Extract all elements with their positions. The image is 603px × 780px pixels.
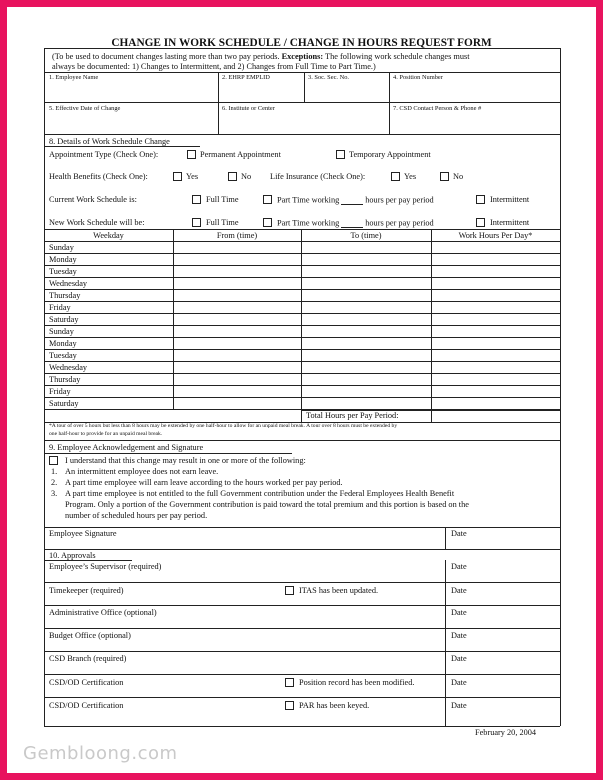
work-hours-cell[interactable] [432, 290, 560, 301]
weekday-cell: Tuesday [49, 267, 77, 276]
csd-od-cert-2-field[interactable]: CSD/OD Certification [49, 701, 124, 710]
from-time-cell[interactable] [174, 374, 301, 385]
footnote-line-1: *A tour of over 5 hours but less than 8 hours may be extended by one half-hour to allow for an unpaid meal break. A tour over 8 hours must be extended by [49, 423, 398, 429]
col-weekday: Weekday [93, 231, 124, 240]
to-time-cell[interactable] [302, 350, 431, 361]
itas-label: ITAS has been updated. [299, 586, 379, 595]
position-number-field[interactable]: 4. Position Number [393, 74, 443, 81]
health-benefits-yes-checkbox[interactable] [173, 172, 182, 181]
from-time-cell[interactable] [174, 326, 301, 337]
from-time-cell[interactable] [174, 242, 301, 253]
csd-branch-date-field[interactable]: Date [451, 654, 467, 663]
to-time-cell[interactable] [302, 266, 431, 277]
csd-contact-field[interactable]: 7. CSD Contact Person & Phone # [393, 105, 482, 112]
csd-od-cert-2-date-field[interactable]: Date [451, 701, 467, 710]
new-intermittent-label: Intermittent [490, 218, 530, 227]
col-work-hours: Work Hours Per Day* [458, 231, 533, 240]
from-time-cell[interactable] [174, 350, 301, 361]
to-time-cell[interactable] [302, 386, 431, 397]
item-3-line-1: A part time employee is not entitled to the full Government contribution under the Federal Employees Health Benefit [65, 489, 455, 498]
to-time-cell[interactable] [302, 362, 431, 373]
csd-branch-field[interactable]: CSD Branch (required) [49, 654, 127, 663]
par-label: PAR has been keyed. [299, 701, 370, 710]
budget-office-field[interactable]: Budget Office (optional) [49, 631, 131, 640]
from-time-cell[interactable] [174, 302, 301, 313]
life-insurance-yes-checkbox[interactable] [391, 172, 400, 181]
supervisor-field[interactable]: Employee’s Supervisor (required) [49, 562, 162, 571]
col-to: To (time) [350, 231, 382, 240]
from-time-cell[interactable] [174, 290, 301, 301]
soc-sec-field[interactable]: 3. Soc. Sec. No. [308, 74, 350, 81]
new-hours-blank[interactable] [341, 219, 363, 228]
health-benefits-yes-label: Yes [186, 172, 199, 181]
budget-date-field[interactable]: Date [451, 631, 467, 640]
weekday-cell: Friday [49, 303, 71, 312]
item-1-text: An intermittent employee does not earn leave. [65, 467, 219, 476]
weekday-cell: Wednesday [49, 363, 88, 372]
watermark: Gembloong.com [23, 743, 178, 764]
item-2-number: 2. [51, 478, 58, 487]
from-time-cell[interactable] [174, 386, 301, 397]
employee-signature-field[interactable]: Employee Signature [49, 529, 117, 538]
current-intermittent-label: Intermittent [490, 195, 530, 204]
item-2-text: A part time employee will earn leave according to the hours worked per pay period. [65, 478, 343, 487]
frame-right [560, 48, 561, 726]
weekday-cell: Thursday [49, 291, 81, 300]
new-full-time-checkbox[interactable] [192, 218, 201, 227]
permanent-appointment-label: Permanent Appointment [200, 150, 281, 159]
work-hours-cell[interactable] [432, 314, 560, 325]
to-time-cell[interactable] [302, 302, 431, 313]
frame-left [44, 48, 45, 726]
current-schedule-label: Current Work Schedule is: [49, 195, 137, 204]
permanent-appointment-checkbox[interactable] [187, 150, 196, 159]
admin-office-field[interactable]: Administrative Office (optional) [49, 608, 157, 617]
temporary-appointment-label: Temporary Appointment [349, 150, 431, 159]
current-part-time-checkbox[interactable] [263, 195, 272, 204]
work-hours-cell[interactable] [432, 338, 560, 349]
supervisor-date-field[interactable]: Date [451, 562, 467, 571]
life-insurance-yes-label: Yes [404, 172, 417, 181]
life-insurance-no-checkbox[interactable] [440, 172, 449, 181]
intro-line-1: (To be used to document changes lasting more than two pay periods. Exceptions: The following work schedule changes must [52, 52, 470, 61]
item-3-line-2: Program. Only a portion of the Government contribution is paid toward the total premium and this portion is based on the [65, 500, 469, 509]
frame-bottom [44, 726, 560, 727]
csd-od-cert-1-date-field[interactable]: Date [451, 678, 467, 687]
form-title: CHANGE IN WORK SCHEDULE / CHANGE IN HOURS REQUEST FORM [111, 37, 492, 49]
weekday-cell: Saturday [49, 399, 79, 408]
weekday-cell: Monday [49, 339, 77, 348]
to-time-cell[interactable] [302, 290, 431, 301]
timekeeper-field[interactable]: Timekeeper (required) [49, 586, 124, 595]
frame-top [44, 48, 560, 49]
form-page [7, 7, 596, 773]
section-8-header: 8. Details of Work Schedule Change [49, 137, 170, 146]
to-time-cell[interactable] [302, 278, 431, 289]
weekday-cell: Wednesday [49, 279, 88, 288]
ehrp-emplid-field[interactable]: 2. EHRP EMPLID [222, 74, 270, 81]
temporary-appointment-checkbox[interactable] [336, 150, 345, 159]
from-time-cell[interactable] [174, 254, 301, 265]
section-9-header: 9. Employee Acknowledgement and Signature [49, 443, 204, 452]
new-part-time-label: Part Time working hours per pay period [277, 218, 434, 228]
life-insurance-label: Life Insurance (Check One): [270, 172, 366, 181]
health-benefits-no-checkbox[interactable] [228, 172, 237, 181]
col-from: From (time) [216, 231, 258, 240]
effective-date-field[interactable]: 5. Effective Date of Change [49, 105, 121, 112]
new-part-time-checkbox[interactable] [263, 218, 272, 227]
weekday-cell: Monday [49, 255, 77, 264]
current-full-time-label: Full Time [206, 195, 239, 204]
weekday-cell: Thursday [49, 375, 81, 384]
from-time-cell[interactable] [174, 398, 301, 409]
weekday-cell: Sunday [49, 327, 74, 336]
current-part-time-label: Part Time working hours per pay period [277, 195, 434, 205]
total-hours-label: Total Hours per Pay Period: [306, 411, 399, 420]
section-10-header: 10. Approvals [49, 551, 96, 560]
from-time-cell[interactable] [174, 338, 301, 349]
work-hours-cell[interactable] [432, 398, 560, 409]
institute-field[interactable]: 6. Institute or Center [222, 105, 275, 112]
weekday-cell: Sunday [49, 243, 74, 252]
work-hours-cell[interactable] [432, 374, 560, 385]
work-hours-cell[interactable] [432, 386, 560, 397]
from-time-cell[interactable] [174, 266, 301, 277]
itas-checkbox[interactable] [285, 586, 294, 595]
signature-date-field[interactable]: Date [451, 529, 467, 538]
new-schedule-label: New Work Schedule will be: [49, 218, 145, 227]
current-intermittent-checkbox[interactable] [476, 195, 485, 204]
position-record-label: Position record has been modified. [299, 678, 415, 687]
weekday-cell: Tuesday [49, 351, 77, 360]
work-hours-cell[interactable] [432, 350, 560, 361]
form-revision-date: February 20, 2004 [475, 728, 537, 737]
work-hours-cell[interactable] [432, 266, 560, 277]
health-benefits-no-label: No [241, 172, 252, 181]
work-hours-cell[interactable] [432, 278, 560, 289]
current-hours-blank[interactable] [341, 196, 363, 205]
new-full-time-label: Full Time [206, 218, 239, 227]
to-time-cell[interactable] [302, 242, 431, 253]
to-time-cell[interactable] [302, 338, 431, 349]
life-insurance-no-label: No [453, 172, 464, 181]
to-time-cell[interactable] [302, 398, 431, 409]
footnote-line-2: one half-hour to provide for an unpaid meal break. [49, 431, 163, 437]
to-time-cell[interactable] [302, 254, 431, 265]
from-time-cell[interactable] [174, 314, 301, 325]
work-hours-cell[interactable] [432, 362, 560, 373]
item-3-line-3: number of scheduled hours per pay period. [65, 511, 208, 520]
timekeeper-date-field[interactable]: Date [451, 586, 467, 595]
position-record-checkbox[interactable] [285, 678, 294, 687]
work-hours-cell[interactable] [432, 254, 560, 265]
csd-od-cert-1-field[interactable]: CSD/OD Certification [49, 678, 124, 687]
item-3-number: 3. [51, 489, 58, 498]
to-time-cell[interactable] [302, 374, 431, 385]
health-benefits-label: Health Benefits (Check One): [49, 172, 148, 181]
new-intermittent-checkbox[interactable] [476, 218, 485, 227]
employee-name-field[interactable]: 1. Employee Name [49, 74, 99, 81]
weekday-cell: Friday [49, 387, 71, 396]
par-checkbox[interactable] [285, 701, 294, 710]
current-full-time-checkbox[interactable] [192, 195, 201, 204]
acknowledgement-checkbox[interactable] [49, 456, 58, 465]
work-hours-cell[interactable] [432, 302, 560, 313]
to-time-cell[interactable] [302, 314, 431, 325]
admin-date-field[interactable]: Date [451, 608, 467, 617]
work-hours-cell[interactable] [432, 242, 560, 253]
to-time-cell[interactable] [302, 326, 431, 337]
intro-line-2: always be documented: 1) Changes to Intermittent, and 2) Changes from Full Time to Part Time.) [52, 62, 376, 71]
appointment-type-label: Appointment Type (Check One): [49, 150, 159, 159]
from-time-cell[interactable] [174, 278, 301, 289]
weekday-cell: Saturday [49, 315, 79, 324]
from-time-cell[interactable] [174, 362, 301, 373]
work-hours-cell[interactable] [432, 326, 560, 337]
item-1-number: 1. [51, 467, 58, 476]
acknowledgement-text: I understand that this change may result in one or more of the following: [65, 456, 306, 465]
